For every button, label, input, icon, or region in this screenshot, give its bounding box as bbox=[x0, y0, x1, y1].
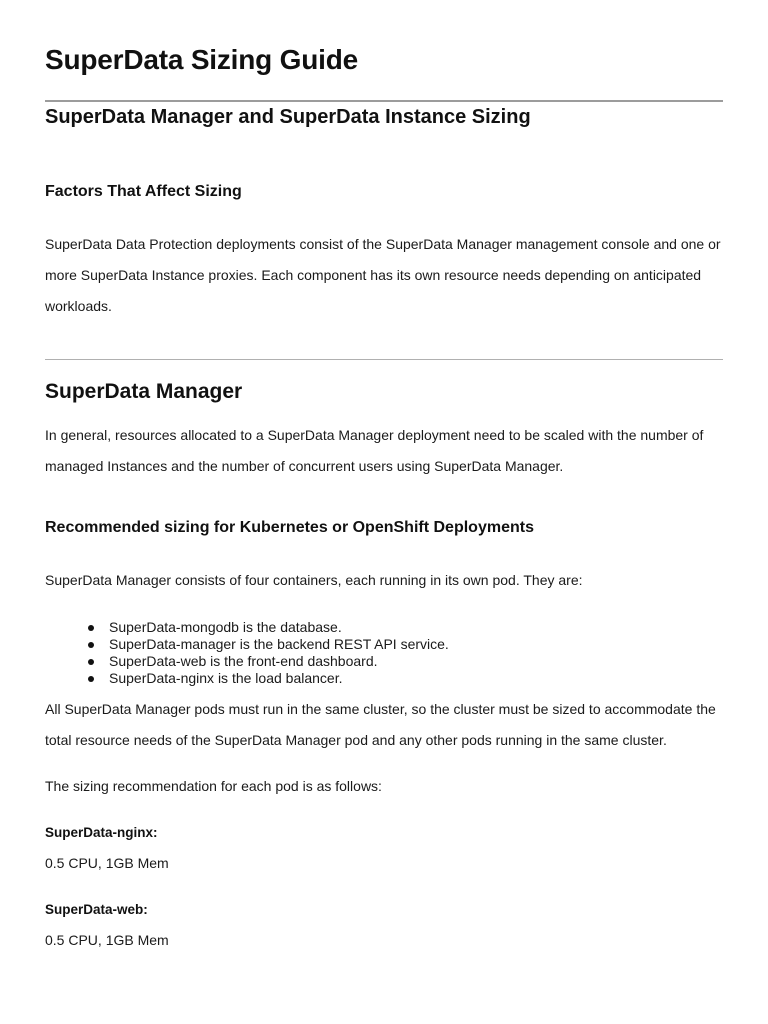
factors-heading: Factors That Affect Sizing bbox=[45, 183, 242, 200]
pod-name-web: SuperData-web: bbox=[45, 902, 148, 917]
document-title: SuperData Sizing Guide bbox=[45, 44, 358, 75]
containers-list bbox=[45, 619, 723, 687]
k8s-heading: Recommended sizing for Kubernetes or OpenShift Deployments bbox=[45, 519, 534, 536]
list-item: SuperData-mongodb is the database. bbox=[45, 619, 723, 636]
list-item: SuperData-nginx is the load balancer. bbox=[45, 670, 723, 687]
pod-spec-web: 0.5 CPU, 1GB Mem bbox=[45, 932, 169, 948]
list-item: SuperData-manager is the backend REST API service. bbox=[45, 636, 723, 653]
section-divider bbox=[45, 359, 723, 360]
pod-name-nginx: SuperData-nginx: bbox=[45, 825, 158, 840]
factors-paragraph: SuperData Data Protection deployments consist of the SuperData Manager management console and one or more SuperData Instance proxies. Each component has its own resource needs depending on anticipated workloads. bbox=[45, 236, 721, 314]
manager-paragraph: In general, resources allocated to a SuperData Manager deployment need to be scaled with the number of managed Instances and the number of concurrent users using SuperData Manager. bbox=[45, 427, 704, 474]
title-divider bbox=[45, 100, 723, 102]
list-item: SuperData-web is the front-end dashboard. bbox=[45, 653, 723, 670]
manager-heading: SuperData Manager bbox=[45, 380, 243, 403]
pod-spec-nginx: 0.5 CPU, 1GB Mem bbox=[45, 855, 169, 871]
cluster-paragraph: All SuperData Manager pods must run in the same cluster, so the cluster must be sized to accommodate the total resource needs of the SuperData Manager pod and any other pods running in the same cluster. bbox=[45, 701, 716, 748]
containers-intro: SuperData Manager consists of four containers, each running in its own pod. They are: bbox=[45, 572, 583, 588]
sizing-intro: The sizing recommendation for each pod is as follows: bbox=[45, 778, 382, 794]
section-title: SuperData Manager and SuperData Instance Sizing bbox=[45, 106, 531, 128]
